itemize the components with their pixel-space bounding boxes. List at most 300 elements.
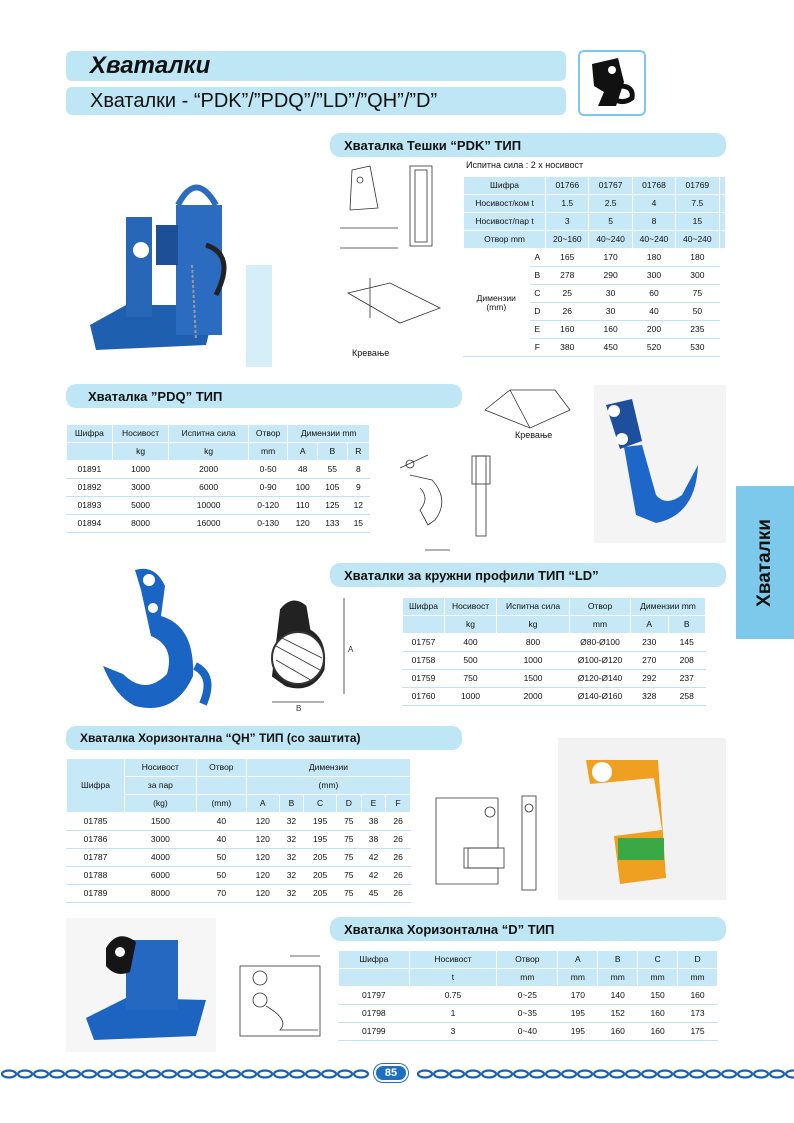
table-cell: C (638, 951, 678, 969)
table-row (464, 213, 726, 231)
chain-link (258, 1071, 272, 1078)
table-row (67, 425, 370, 443)
ld-table (402, 597, 706, 706)
chain-link (482, 1071, 496, 1078)
table-cell: 450 (589, 339, 632, 357)
d-diagram (230, 950, 330, 1050)
table-cell: 75 (336, 831, 361, 849)
table-cell: 30 (589, 285, 632, 303)
table-cell: mm (558, 969, 598, 987)
table-cell: 40 (196, 831, 246, 849)
chain-link (706, 1071, 720, 1078)
table-cell: 195 (304, 831, 337, 849)
chain-link (642, 1071, 656, 1078)
table-cell: 160 (638, 1005, 678, 1023)
table-cell: 3 (409, 1023, 497, 1041)
table-cell: 40~240 (589, 231, 632, 249)
table-cell: Носивост (444, 598, 496, 616)
table-cell: R (347, 443, 369, 461)
chain-link (690, 1071, 704, 1078)
d-title-bar (330, 917, 726, 941)
table-cell: 32 (279, 867, 304, 885)
table-cell: Димензии (246, 759, 410, 777)
table-cell: 40 (196, 813, 246, 831)
table-row (67, 813, 411, 831)
table-cell: t (409, 969, 497, 987)
chain-link (178, 1071, 192, 1078)
table-cell: 750 (444, 670, 496, 688)
pdq-rigging-label: Кревање (515, 430, 553, 440)
table-cell: 5 (589, 213, 632, 231)
table-cell: Шифра (403, 598, 445, 616)
table-cell: 125 (317, 497, 347, 515)
table-cell: 01760 (403, 688, 445, 706)
table-cell: 42 (361, 867, 386, 885)
pdk-title: Хваталка Тешки “PDK” ТИП (344, 137, 522, 153)
chain-link (114, 1071, 128, 1078)
table-row (464, 249, 726, 267)
chain-link (354, 1071, 368, 1078)
chain-link (530, 1071, 544, 1078)
table-cell: 530 (676, 339, 719, 357)
table-cell: 32 (279, 885, 304, 903)
table-cell: 0.75 (409, 987, 497, 1005)
table-row (67, 461, 370, 479)
table-cell: 01798 (339, 1005, 410, 1023)
table-cell: kg (497, 616, 570, 634)
table-row (403, 616, 706, 634)
table-cell: 160 (546, 321, 589, 339)
table-cell: 40~240 (632, 231, 675, 249)
table-cell: 237 (668, 670, 706, 688)
chain-link (130, 1071, 144, 1078)
table-cell: B (279, 795, 304, 813)
table-cell: 01785 (67, 813, 125, 831)
table-cell: mm (248, 443, 288, 461)
table-row (67, 443, 370, 461)
table-cell: 6000 (169, 479, 248, 497)
table-cell: 20~160 (546, 231, 589, 249)
table-cell: 0-90 (248, 479, 288, 497)
table-cell: 160 (638, 1023, 678, 1041)
chain-link (226, 1071, 240, 1078)
table-cell (196, 777, 246, 795)
ld-title: Хваталки за кружни профили ТИП “LD” (344, 567, 599, 583)
table-row (67, 885, 411, 903)
table-cell: Шифра (67, 425, 113, 443)
table-cell: B (598, 951, 638, 969)
table-cell: 195 (558, 1005, 598, 1023)
table-cell: 270 (631, 652, 668, 670)
table-cell: Шифра (339, 951, 410, 969)
qh-table (66, 758, 411, 903)
ld-diagram (262, 590, 372, 718)
table-row (403, 688, 706, 706)
table-cell: 300 (632, 267, 675, 285)
table-cell: 01769 (676, 177, 719, 195)
table-cell: 01767 (589, 177, 632, 195)
table-cell: 4000 (124, 849, 196, 867)
table-cell: 170 (558, 987, 598, 1005)
table-cell: 1000 (112, 461, 169, 479)
table-cell: 0-50 (248, 461, 288, 479)
table-cell: 230 (631, 634, 668, 652)
table-cell (719, 177, 725, 195)
table-row (339, 987, 718, 1005)
table-cell (719, 231, 725, 249)
table-cell: Испитна сила (497, 598, 570, 616)
table-cell: 328 (631, 688, 668, 706)
table-cell: 195 (558, 1023, 598, 1041)
table-cell: 175 (678, 1023, 718, 1041)
table-cell: 75 (336, 849, 361, 867)
chain-link (162, 1071, 176, 1078)
table-cell: 26 (546, 303, 589, 321)
table-cell: 70 (196, 885, 246, 903)
gripper-icon (580, 52, 644, 114)
table-cell (339, 969, 410, 987)
pdk-photo (66, 165, 272, 367)
chain-link (498, 1071, 512, 1078)
table-cell: 278 (546, 267, 589, 285)
chain-link (210, 1071, 224, 1078)
qh-title: Хваталка Хоризонтална “QH” ТИП (со заштита) (80, 731, 361, 745)
chain-link (306, 1071, 320, 1078)
table-cell: 75 (336, 885, 361, 903)
table-cell: Носивост/ком t (464, 195, 546, 213)
d-title: Хваталка Хоризонтална “D” ТИП (344, 921, 555, 937)
chain-link (418, 1071, 432, 1078)
table-cell: 0~35 (497, 1005, 558, 1023)
table-cell: 01758 (403, 652, 445, 670)
table-cell: 8000 (124, 885, 196, 903)
table-cell: 520 (632, 339, 675, 357)
table-cell: C (304, 795, 337, 813)
pdq-table (66, 424, 370, 533)
table-cell: 205 (304, 867, 337, 885)
table-cell: A (529, 249, 546, 267)
table-cell: A (288, 443, 318, 461)
table-cell: 0-130 (248, 515, 288, 533)
table-cell: 32 (279, 813, 304, 831)
table-cell: A (246, 795, 279, 813)
table-cell: D (336, 795, 361, 813)
table-cell: 290 (589, 267, 632, 285)
table-cell: 26 (386, 867, 411, 885)
table-cell: Носивост (112, 425, 169, 443)
svg-text:B: B (296, 704, 302, 713)
table-cell: D (678, 951, 718, 969)
ld-photo (75, 556, 237, 718)
table-cell: 12 (347, 497, 369, 515)
chain-link (98, 1071, 112, 1078)
table-cell: 0~25 (497, 987, 558, 1005)
chain-link (434, 1071, 448, 1078)
table-cell: 01799 (339, 1023, 410, 1041)
table-cell (719, 195, 725, 213)
table-cell: 133 (317, 515, 347, 533)
table-cell: 5000 (112, 497, 169, 515)
table-cell: 40 (632, 303, 675, 321)
chain-link (338, 1071, 352, 1078)
table-cell (67, 443, 113, 461)
table-cell: (mm) (196, 795, 246, 813)
table-cell: 15 (676, 213, 719, 231)
table-cell: B (317, 443, 347, 461)
table-cell: kg (169, 443, 248, 461)
ld-title-bar (330, 563, 726, 587)
pdk-title-bar (330, 133, 726, 157)
table-cell: Отвор (570, 598, 631, 616)
table-cell: 30 (589, 303, 632, 321)
table-cell: 75 (336, 813, 361, 831)
table-cell: Отвор (196, 759, 246, 777)
table-cell: 38 (361, 831, 386, 849)
table-cell: F (386, 795, 411, 813)
table-cell: 170 (589, 249, 632, 267)
chain-link (578, 1071, 592, 1078)
table-cell: за пар (124, 777, 196, 795)
chain-link (658, 1071, 672, 1078)
table-cell: C (529, 285, 546, 303)
chain-link (2, 1071, 16, 1078)
chain-link (674, 1071, 688, 1078)
table-cell: (kg) (124, 795, 196, 813)
page-subtitle: Хваталки - “PDK”/”PDQ”/”LD”/”QH”/”D” (90, 89, 438, 112)
chain-link (146, 1071, 160, 1078)
table-cell: 258 (668, 688, 706, 706)
chain-link (786, 1071, 794, 1078)
table-cell: 180 (632, 249, 675, 267)
table-cell (403, 616, 445, 634)
table-cell: 75 (336, 867, 361, 885)
table-cell: 25 (546, 285, 589, 303)
table-cell: 48 (288, 461, 318, 479)
table-cell: 26 (386, 813, 411, 831)
table-cell: 40~240 (676, 231, 719, 249)
table-cell: 208 (668, 652, 706, 670)
table-cell: 1000 (497, 652, 570, 670)
table-cell: Шифра (67, 759, 125, 813)
chain-link (322, 1071, 336, 1078)
table-cell: 3000 (112, 479, 169, 497)
table-cell: mm (638, 969, 678, 987)
table-cell: 01891 (67, 461, 113, 479)
table-cell: 500 (444, 652, 496, 670)
table-cell: 205 (304, 885, 337, 903)
chain-link (66, 1071, 80, 1078)
table-cell: 380 (546, 339, 589, 357)
table-cell: 50 (196, 849, 246, 867)
table-cell: 7.5 (676, 195, 719, 213)
table-row (67, 849, 411, 867)
d-photo (66, 918, 216, 1052)
table-cell: 1.5 (546, 195, 589, 213)
side-tab-label: Хваталки (754, 518, 775, 607)
table-cell (719, 213, 725, 231)
chain-link (18, 1071, 32, 1078)
table-cell: 120 (288, 515, 318, 533)
chain-link (274, 1071, 288, 1078)
chain-link (194, 1071, 208, 1078)
table-cell: Ø100-Ø120 (570, 652, 631, 670)
table-cell: 6000 (124, 867, 196, 885)
chain-link (610, 1071, 624, 1078)
chain-link (770, 1071, 784, 1078)
chain-link (466, 1071, 480, 1078)
pdk-rigging-label: Кревање (352, 348, 390, 358)
table-cell: 01788 (67, 867, 125, 885)
table-row (67, 479, 370, 497)
table-cell: 9 (347, 479, 369, 497)
table-cell: E (361, 795, 386, 813)
table-cell: 152 (598, 1005, 638, 1023)
pdq-title: Хваталка ”PDQ” ТИП (88, 388, 223, 404)
table-cell: E (529, 321, 546, 339)
page-subtitle-bar (66, 87, 566, 115)
table-cell: 01757 (403, 634, 445, 652)
table-cell: 50 (676, 303, 719, 321)
table-row (339, 1023, 718, 1041)
table-row (339, 1005, 718, 1023)
table-cell: 75 (676, 285, 719, 303)
svg-text:A: A (348, 645, 354, 654)
table-cell: 120 (246, 849, 279, 867)
chain-link (34, 1071, 48, 1078)
table-cell: 400 (444, 634, 496, 652)
table-cell: 140 (598, 987, 638, 1005)
chain-link (450, 1071, 464, 1078)
table-cell: 2000 (497, 688, 570, 706)
table-cell: 160 (678, 987, 718, 1005)
d-table (338, 950, 718, 1041)
table-cell: Отвор (497, 951, 558, 969)
chain-link (738, 1071, 752, 1078)
table-cell: 165 (546, 249, 589, 267)
table-cell: 800 (497, 634, 570, 652)
table-cell: Димензии mm (631, 598, 706, 616)
table-cell: 110 (288, 497, 318, 515)
table-cell: Носивост/пар t (464, 213, 546, 231)
table-cell: Ø80-Ø100 (570, 634, 631, 652)
table-cell: 120 (246, 813, 279, 831)
table-row (67, 515, 370, 533)
chain-link (242, 1071, 256, 1078)
table-cell: 26 (386, 885, 411, 903)
table-cell: Ø140-Ø160 (570, 688, 631, 706)
table-cell: kg (112, 443, 169, 461)
table-cell: 15 (347, 515, 369, 533)
table-cell: 38 (361, 813, 386, 831)
chain-link (722, 1071, 736, 1078)
pdq-diagram (380, 380, 580, 555)
table-row (403, 634, 706, 652)
table-cell: 01797 (339, 987, 410, 1005)
table-cell: mm (570, 616, 631, 634)
table-cell: 10000 (169, 497, 248, 515)
table-cell: 200 (632, 321, 675, 339)
table-cell: 160 (589, 321, 632, 339)
table-cell: 105 (317, 479, 347, 497)
qh-photo (558, 738, 726, 900)
table-cell: 60 (632, 285, 675, 303)
table-row (67, 867, 411, 885)
chain-link (626, 1071, 640, 1078)
table-cell: 01892 (67, 479, 113, 497)
table-cell: 100 (288, 479, 318, 497)
table-cell: F (529, 339, 546, 357)
table-cell: 160 (598, 1023, 638, 1041)
table-row (67, 831, 411, 849)
table-cell: Испитна сила (169, 425, 248, 443)
chain-link (82, 1071, 96, 1078)
table-cell: 50 (196, 867, 246, 885)
table-cell: mm (598, 969, 638, 987)
table-cell: Отвор mm (464, 231, 546, 249)
table-cell: 01789 (67, 885, 125, 903)
table-cell: D (529, 303, 546, 321)
table-cell: Ø120-Ø140 (570, 670, 631, 688)
table-cell: 01787 (67, 849, 125, 867)
table-cell: 195 (304, 813, 337, 831)
table-cell: 01893 (67, 497, 113, 515)
table-cell: Носивост (409, 951, 497, 969)
table-cell: 26 (386, 849, 411, 867)
table-row (403, 670, 706, 688)
table-cell: 1000 (444, 688, 496, 706)
table-cell: 300 (676, 267, 719, 285)
table-cell: mm (497, 969, 558, 987)
table-cell: Димензии (mm) (464, 249, 530, 357)
table-cell: 205 (304, 849, 337, 867)
page-number-badge (374, 1064, 408, 1082)
table-row (339, 951, 718, 969)
table-cell: 1500 (497, 670, 570, 688)
table-cell: 01786 (67, 831, 125, 849)
table-cell: B (529, 267, 546, 285)
pdq-photo (586, 385, 726, 543)
table-row (464, 177, 726, 195)
table-cell: 32 (279, 849, 304, 867)
table-cell: B (668, 616, 706, 634)
page-title: Хваталки (90, 52, 211, 79)
pdk-table (463, 176, 726, 357)
table-cell: A (558, 951, 598, 969)
table-cell: 0~40 (497, 1023, 558, 1041)
table-cell: 8000 (112, 515, 169, 533)
table-cell: 32 (279, 831, 304, 849)
table-cell: 55 (317, 461, 347, 479)
table-cell: 292 (631, 670, 668, 688)
table-cell: 4 (632, 195, 675, 213)
table-cell: 120 (246, 885, 279, 903)
table-cell: 8 (632, 213, 675, 231)
table-cell: Димензии mm (288, 425, 370, 443)
chain-link (546, 1071, 560, 1078)
table-cell: 145 (668, 634, 706, 652)
table-cell: 3 (546, 213, 589, 231)
side-tab (736, 486, 794, 639)
chain-link (594, 1071, 608, 1078)
pdk-diagram (330, 158, 460, 368)
table-cell: 45 (361, 885, 386, 903)
table-cell: 8 (347, 461, 369, 479)
table-cell: 42 (361, 849, 386, 867)
table-cell: 3000 (124, 831, 196, 849)
table-cell: Отвор (248, 425, 288, 443)
table-cell: Носивост (124, 759, 196, 777)
table-cell: 01759 (403, 670, 445, 688)
